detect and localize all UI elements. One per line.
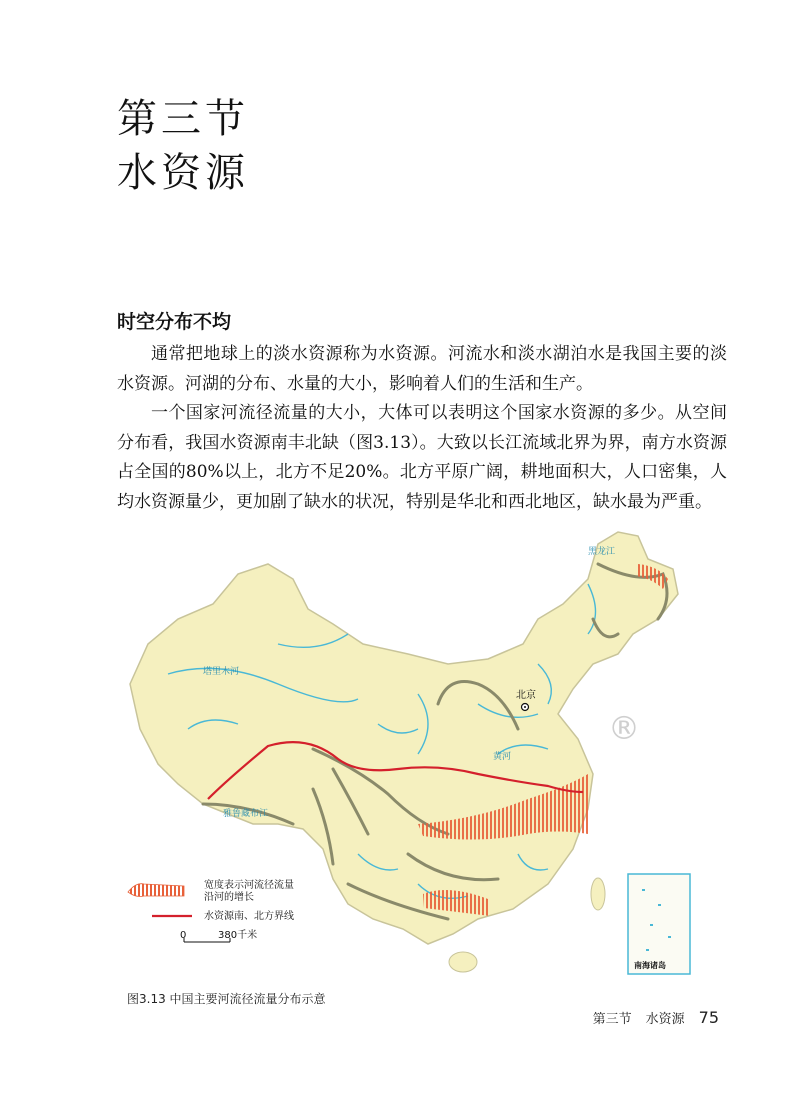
beijing-dot bbox=[524, 706, 526, 708]
chapter-title-line2: 水资源 bbox=[117, 150, 249, 196]
page-footer bbox=[593, 1008, 719, 1027]
chapter-title-line1: 第三节 bbox=[117, 96, 249, 142]
footer-section: 第三节 bbox=[592, 1012, 632, 1027]
footer-title: 水资源 bbox=[645, 1012, 685, 1027]
scale-value: 380千米 bbox=[218, 930, 258, 941]
legend-flow-symbol bbox=[128, 884, 184, 897]
registered-watermark: ® bbox=[608, 709, 640, 747]
tarim-river-label: 塔里木河 bbox=[203, 667, 240, 677]
paragraph-2: 一个国家河流径流量的大小，大体可以表明这个国家水资源的多少。从空间分布看，我国水资源南丰北缺（图3.13）。大致以长江流域北界为界，南方水资源占全国的80%以上，北方不足20%。北方平原广阔，耕地面积大，人口密集，人均水资源量少，更加剧了缺水的状况，特别是华北和西北地区，缺水最为严重。 bbox=[117, 403, 727, 512]
yellow-river-label: 黄河 bbox=[493, 752, 512, 762]
paragraph-1: 通常把地球上的淡水资源称为水资源。河流水和淡水湖泊水是我国主要的淡水资源。河湖的分布、水量的大小，影响着人们的生活和生产。 bbox=[117, 344, 727, 394]
south-sea-islands-label: 南海诸岛 bbox=[634, 961, 666, 970]
scale-zero: 0 bbox=[180, 930, 187, 941]
south-sea-inset bbox=[628, 874, 690, 974]
taiwan-island bbox=[591, 878, 605, 910]
legend-flow-text-1: 宽度表示河流径流量 bbox=[204, 880, 294, 891]
legend-flow-text-2: 沿河的增长 bbox=[204, 892, 254, 903]
yarlung-zangbo-label: 雅鲁藏布江 bbox=[223, 809, 269, 819]
figure-caption: 图3.13 中国主要河流径流量分布示意 bbox=[127, 992, 326, 1006]
legend-boundary-text: 水资源南、北方界线 bbox=[204, 911, 294, 922]
section-heading: 时空分布不均 bbox=[117, 311, 232, 333]
chapter-title bbox=[117, 92, 249, 200]
beijing-label: 北京 bbox=[516, 690, 536, 701]
hainan-island bbox=[449, 952, 477, 972]
page-number: 75 bbox=[698, 1008, 719, 1027]
body-text bbox=[117, 340, 727, 517]
map-legend bbox=[128, 878, 294, 942]
china-river-flow-map bbox=[118, 524, 698, 984]
heilongjiang-label: 黑龙江 bbox=[588, 547, 616, 557]
